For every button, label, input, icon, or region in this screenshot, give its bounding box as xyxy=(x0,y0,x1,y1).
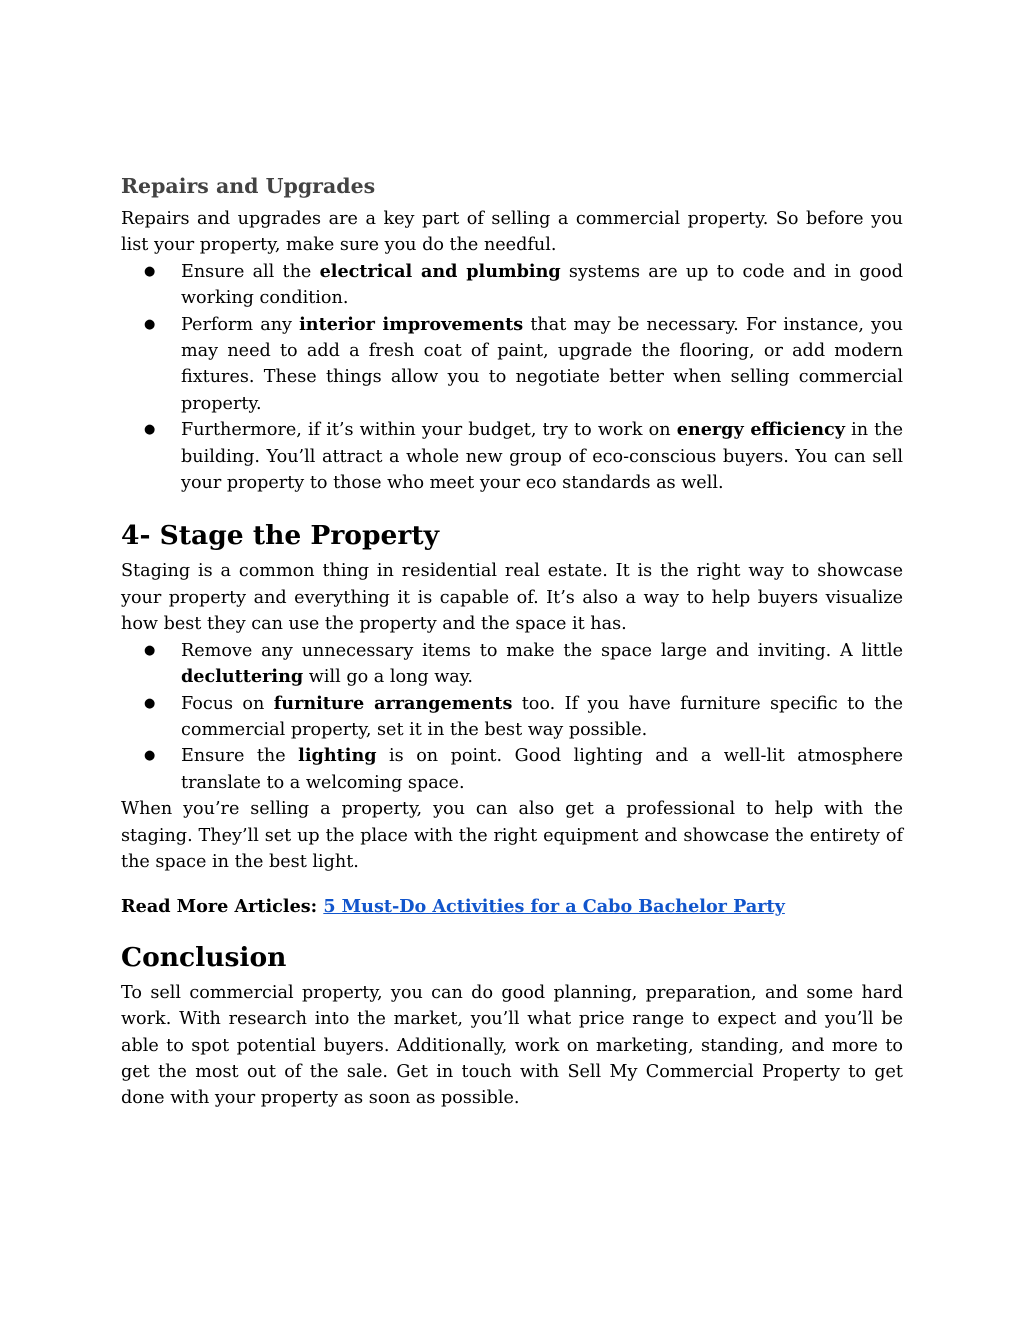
bullet-icon: ● xyxy=(144,695,156,711)
bullet-icon: ● xyxy=(144,642,156,658)
repairs-bullet-list xyxy=(121,259,903,497)
bullet-icon: ● xyxy=(144,422,156,438)
list-item: ● Ensure the lighting is on point. Good lighting and a well-lit atmosphere translate to a welcoming space. xyxy=(144,745,903,793)
repairs-heading: Repairs and Upgrades xyxy=(121,174,376,198)
repairs-intro: Repairs and upgrades are a key part of selling a commercial property. So before you list your property, make sure you do the needful. xyxy=(121,209,903,256)
list-item: ● Focus on furniture arrangements too. If you have furniture specific to the commercial property, set it in the best way possible. xyxy=(144,692,903,740)
read-more-label: Read More Articles: xyxy=(121,896,318,918)
conclusion-body: To sell commercial property, you can do good planning, preparation, and some hard work. With research into the market, you’ll what price range to expect and you’ll be able to spot potential buyers. Additionally, work on marketing, standing, and more to get the most out of the sale. Get in touch with Sell My Commercial Property to get done with your property as soon as possible. xyxy=(121,982,903,1109)
read-more-link[interactable]: 5 Must-Do Activities for a Cabo Bachelor Party xyxy=(323,896,785,918)
staging-heading: 4- Stage the Property xyxy=(121,520,439,552)
list-item: ● Ensure all the electrical and plumbing systems are up to code and in good working condition. xyxy=(144,260,904,309)
staging-bullet-list xyxy=(121,638,903,796)
bullet-icon: ● xyxy=(144,316,156,332)
list-item: ● Furthermore, if it’s within your budget, try to work on energy efficiency in the building. You’ll attract a whole new group of eco-conscious buyers. You can sell your property to those who meet your eco standards as well. xyxy=(144,419,903,494)
document-page xyxy=(121,170,903,1112)
staging-outro: When you’re selling a property, you can also get a professional to help with the staging. They’ll set up the place with the right equipment and showcase the entirety of the space in the best light. xyxy=(121,799,903,872)
bullet-icon: ● xyxy=(144,263,156,279)
staging-intro: Staging is a common thing in residential real estate. It is the right way to showcase your property and everything it is capable of. It’s also a way to help buyers visualize how best they can use the property and the space it has. xyxy=(121,561,903,635)
list-item: ● Perform any interior improvements that may be necessary. For instance, you may need to add a fresh coat of paint, upgrade the flooring, or add modern fixtures. These things allow you to negotiate better when selling commercial property. xyxy=(144,313,903,414)
bullet-icon: ● xyxy=(144,748,156,764)
list-item: ● Remove any unnecessary items to make the space large and inviting. A little decluttering will go a long way. xyxy=(181,638,903,691)
conclusion-heading: Conclusion xyxy=(121,941,287,973)
read-more xyxy=(121,894,903,920)
